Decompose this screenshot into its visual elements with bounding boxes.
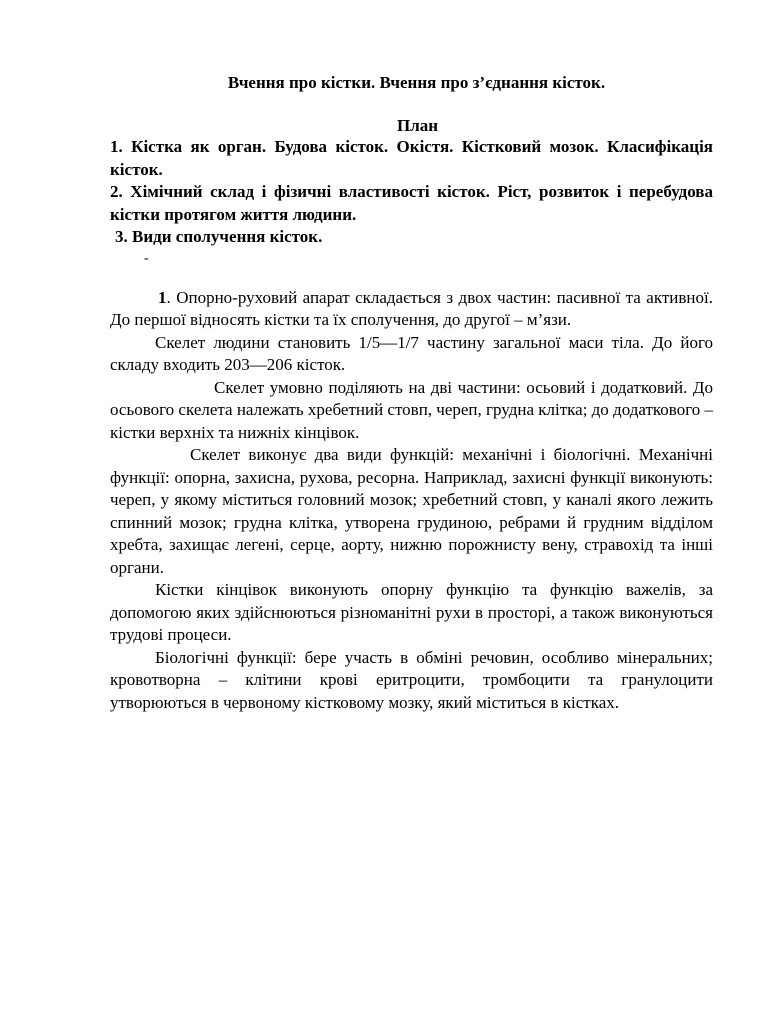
paragraph-1-text: . Опорно-руховий апарат складається з двох частин: пасивної та активної. До першої відносять кістки та їх сполучення, до другої – м’язи.	[110, 287, 713, 329]
dash-mark: -	[144, 250, 149, 266]
paragraph-5: Кістки кінцівок виконують опорну функцію та функцію важелів, за допомогою яких здійснюються різноманітні рухи в просторі, а також виконуються трудові процеси.	[110, 580, 713, 644]
document-page	[110, 72, 713, 714]
paragraph-6: Біологічні функції: бере участь в обміні речовин, особливо мінеральних; кровотворна – клітини крові еритроцити, тромбоцити та гранулоцити утворюються в червоному кістковому мозку, який міститься в кістках.	[110, 647, 713, 712]
paragraph-1	[110, 287, 713, 332]
paragraph-2: Скелет людини становить 1/5—1/7 частину загальної маси тіла. До його складу входить 203—206 кісток.	[110, 332, 713, 374]
plan-item-3: 3. Види сполучення кісток.	[115, 227, 323, 246]
plan-item-1: 1. Кістка як орган. Будова кісток. Окістя. Кістковий мозок. Класифікація кісток.	[110, 137, 713, 179]
plan-item-2: 2. Хімічний склад і фізичні властивості кісток. Ріст, розвиток і перебудова кістки протягом життя людини.	[110, 182, 713, 224]
body-text	[110, 287, 713, 715]
paragraph-1-number: 1	[158, 287, 167, 307]
document-title: Вчення про кістки. Вчення про з’єднання кісток.	[227, 73, 606, 92]
paragraph-3: Скелет умовно поділяють на дві частини: осьовий і додатковий. До осьового скелета належать хребетний стовп, череп, грудна клітка; до додаткового – кістки верхніх та нижніх кінцівок.	[110, 377, 714, 442]
paragraph-4: Скелет виконує два види функцій: механічні і біологічні. Механічні функції: опорна, захисна, рухова, ресорна. Наприклад, захисні функції виконують: череп, у якому міститься головний мозок; хребетний стовп, у каналі якого лежить спинний мозок; грудна клітка, утворена грудиною, ребрами й грудним відділом хребта, захищає легені, серце, аорту, нижню порожнисту вену, стравохід та інші органи.	[110, 445, 713, 577]
plan-heading: План	[396, 116, 439, 135]
